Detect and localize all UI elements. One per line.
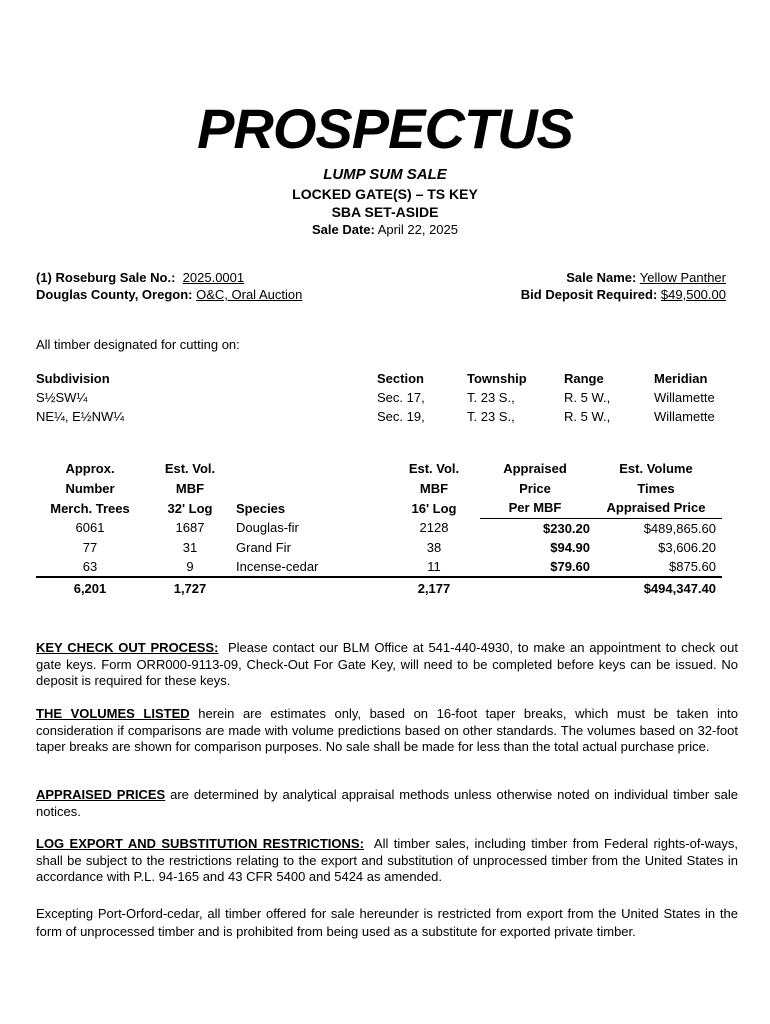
- bid-deposit: $49,500.00: [660, 287, 726, 302]
- legal-cell: NE¼, E½NW¼: [36, 409, 125, 424]
- volume-header-cell: Appraised Price: [590, 498, 722, 518]
- sale-name-line: [566, 270, 726, 285]
- volume-header-row: [36, 459, 722, 479]
- legal-cell: T. 23 S.,: [467, 390, 515, 405]
- legal-header: Section: [377, 371, 424, 386]
- volume-header-cell: MBF: [175, 480, 205, 496]
- sale-no-line: [36, 270, 244, 285]
- legal-header: Range: [564, 371, 604, 386]
- legal-row: [36, 407, 744, 426]
- sale-no-label: (1) Roseburg Sale No.:: [36, 270, 176, 285]
- county-value: O&C, Oral Auction: [196, 287, 303, 302]
- volume-total-cell: 6,201: [36, 577, 144, 599]
- key-check-heading: KEY CHECK OUT PROCESS:: [36, 640, 219, 655]
- county-label: Douglas County, Oregon:: [36, 287, 193, 302]
- volume-cell: 6061: [75, 520, 105, 536]
- legal-header: Township: [467, 371, 527, 386]
- bid-deposit-line: [521, 287, 726, 302]
- excepting-paragraph: Excepting Port-Orford-cedar, all timber offered for sale hereunder is restricted from export from the United States in the form of unprocessed timber and is prohibited from being used as a substitute for exported private timber.: [36, 906, 738, 939]
- volume-total-cell: 2,177: [388, 577, 480, 599]
- volume-cell: 38: [426, 539, 442, 555]
- appraised-heading: APPRAISED PRICES: [36, 787, 166, 802]
- volume-cell: 1687: [175, 520, 205, 536]
- sale-date: April 22, 2025: [377, 222, 458, 237]
- volume-header-cell: 16' Log: [411, 500, 457, 516]
- volume-header-cell: Per MBF: [480, 498, 590, 518]
- volume-cell: $489,865.60: [643, 520, 716, 536]
- volume-cell: $3,606.20: [658, 539, 716, 555]
- volume-total-cell: [480, 577, 590, 599]
- volume-cell: Douglas-fir: [236, 520, 299, 536]
- volume-header-row: [36, 479, 722, 499]
- volume-header-cell: Merch. Trees: [50, 500, 130, 516]
- volume-header-cell: [236, 459, 388, 479]
- volume-header-cell: Est. Vol.: [408, 461, 460, 477]
- volume-header-row: [36, 498, 722, 518]
- legal-header-row: [36, 369, 744, 388]
- volume-header-cell: Appraised: [503, 461, 567, 477]
- volume-totals-row: [36, 577, 722, 599]
- log-export-body: All timber sales, including timber from Federal rights-of-ways, shall be subject to the restrictions relating to the export and substitution of unprocessed timber from the United States in accordance with P.L. 94-165 and 43 CFR 5400 and 5424 as amended.: [36, 836, 738, 885]
- volume-row: [36, 518, 722, 538]
- appraised-paragraph: [36, 787, 738, 820]
- volume-total-cell: [236, 577, 388, 599]
- volumes-body: herein are estimates only, based on 16-foot taper breaks, which must be taken into consideration if comparisons are made with volume predictions based on other standards. The volumes based on 32-foot taper breaks are shown for comparison purposes. No sale shall be made for less than the total actual purchase price.: [36, 706, 738, 755]
- volume-cell: Grand Fir: [236, 539, 291, 555]
- log-export-heading: LOG EXPORT AND SUBSTITUTION RESTRICTIONS:: [36, 836, 364, 851]
- volume-header-cell: MBF: [419, 480, 449, 496]
- key-check-paragraph: [36, 640, 738, 690]
- volume-cell: $94.90: [550, 539, 590, 555]
- bid-deposit-label: Bid Deposit Required:: [520, 287, 658, 302]
- sale-type: LUMP SUM SALE: [323, 166, 447, 183]
- volume-cell: 63: [82, 558, 98, 574]
- volume-cell: 77: [82, 539, 98, 555]
- legal-cell: R. 5 W.,: [564, 390, 611, 405]
- legal-cell: Sec. 17,: [377, 390, 425, 405]
- sale-date-label: Sale Date:: [311, 222, 375, 237]
- volume-cell: $79.60: [550, 558, 590, 574]
- key-check-body: Please contact our BLM Office at 541-440-4930, to make an appointment to check out gate keys. Form ORR000-9113-09, Check-Out For Gate Key, will need to be completed before keys can be issued. No deposit is required for these keys.: [36, 640, 739, 689]
- volume-total-cell: $494,347.40: [590, 577, 722, 599]
- volume-header-cell: Species: [236, 500, 286, 516]
- volume-cell: Incense-cedar: [236, 558, 319, 574]
- volume-cell: 11: [427, 558, 441, 574]
- volume-cell: 2128: [419, 520, 449, 536]
- sale-no: 2025.0001: [182, 270, 245, 285]
- legal-cell: S½SW¼: [36, 390, 88, 405]
- legal-header: Meridian: [654, 371, 708, 386]
- legal-cell: Willamette: [654, 409, 715, 424]
- sale-name-label: Sale Name:: [566, 270, 637, 285]
- legal-cell: Willamette: [654, 390, 715, 405]
- volumes-paragraph: [36, 706, 738, 756]
- volume-header-cell: Approx.: [65, 461, 115, 477]
- legal-cell: Sec. 19,: [377, 409, 425, 424]
- volume-header-cell: 32' Log: [167, 500, 213, 516]
- volume-header-cell: [236, 479, 388, 499]
- volume-total-cell: 1,727: [144, 577, 236, 599]
- volume-cell: $875.60: [669, 558, 716, 574]
- volume-header-cell: Price: [519, 480, 551, 496]
- county-line: [36, 287, 302, 302]
- sale-name: Yellow Panther: [639, 270, 726, 285]
- volume-header-cell: Est. Volume: [619, 461, 693, 477]
- volume-header-cell: Times: [637, 480, 675, 496]
- legal-cell: T. 23 S.,: [467, 409, 515, 424]
- volume-row: [36, 538, 722, 557]
- legal-header: Subdivision: [36, 371, 110, 386]
- volume-table: [36, 459, 722, 599]
- gate-info: LOCKED GATE(S) – TS KEY: [292, 186, 478, 202]
- designated-text: All timber designated for cutting on:: [36, 337, 240, 352]
- volume-row: [36, 557, 722, 577]
- sale-date-line: [0, 222, 770, 237]
- legal-cell: R. 5 W.,: [564, 409, 611, 424]
- legal-description-table: [36, 369, 744, 426]
- volume-header-cell: Number: [65, 480, 115, 496]
- appraised-body: are determined by analytical appraisal methods unless otherwise noted on individual timber sale notices.: [36, 787, 738, 819]
- volume-header-cell: Est. Vol.: [164, 461, 216, 477]
- legal-row: [36, 388, 744, 407]
- volume-cell: $230.20: [543, 520, 590, 536]
- volumes-heading: THE VOLUMES LISTED: [36, 706, 190, 721]
- page-title: PROSPECTUS: [197, 97, 573, 160]
- volume-cell: 9: [186, 558, 194, 574]
- volume-cell: 31: [182, 539, 198, 555]
- set-aside: SBA SET-ASIDE: [331, 204, 439, 220]
- log-export-paragraph: [36, 836, 738, 886]
